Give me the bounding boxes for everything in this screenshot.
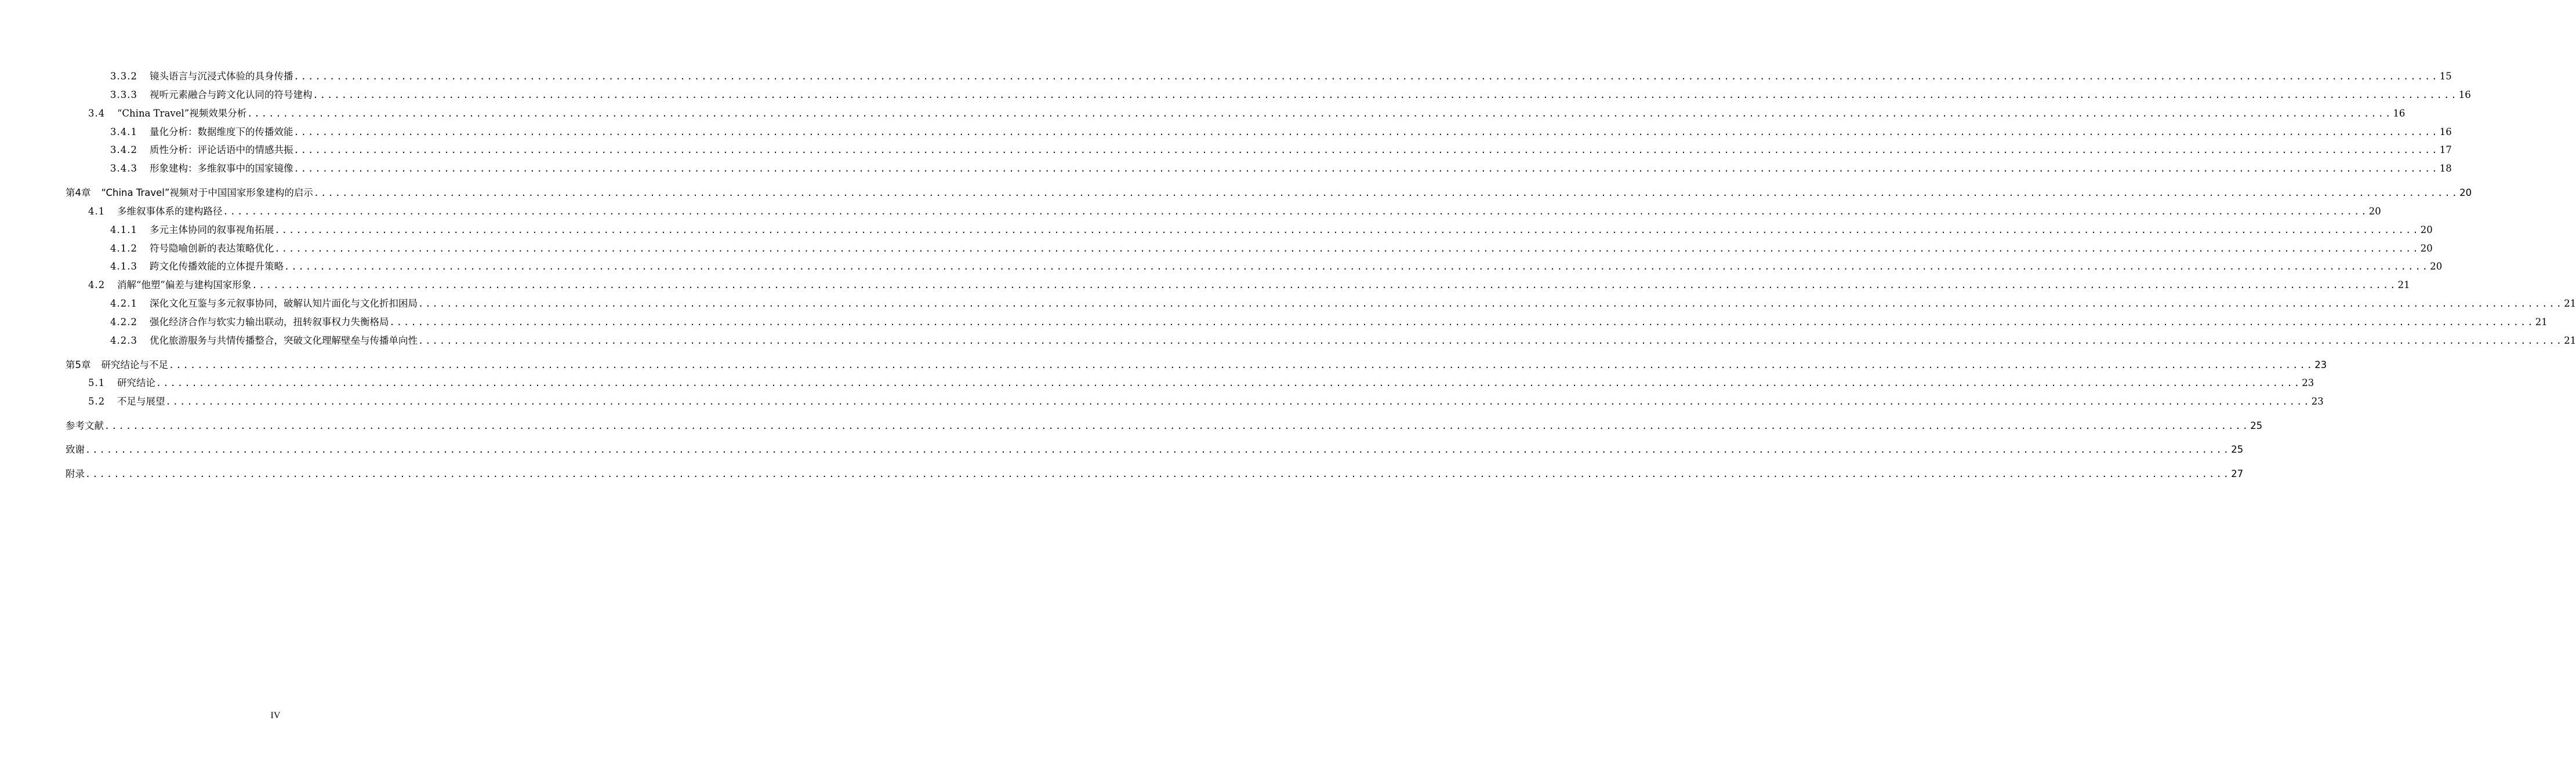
toc-entry[interactable] (66, 468, 2244, 480)
toc-entry-number: 4.1.1 (110, 224, 137, 235)
toc-leader-dots: ............................................................................................................................................................................................................................................................................................................ (418, 336, 2564, 346)
toc-entry[interactable] (110, 242, 2433, 255)
toc-entry-page: 27 (2231, 468, 2244, 479)
toc-entry-title: 跨文化传播效能的立体提升策略 (150, 261, 284, 272)
toc-entry[interactable] (88, 279, 2410, 292)
toc-leader-dots: ............................................................................................................................................................................................................................................................................................................ (293, 71, 2439, 82)
toc-entry-title: 多元主体协同的叙事视角拓展 (150, 224, 274, 235)
toc-entry-page: 23 (2302, 377, 2314, 388)
toc-entry-page: 17 (2439, 144, 2452, 155)
toc-entry-title: 研究结论与不足 (101, 359, 168, 370)
toc-leader-dots: ............................................................................................................................................................................................................................................................................................................ (247, 108, 2393, 119)
toc-leader-dots: ............................................................................................................................................................................................................................................................................................................ (85, 445, 2231, 455)
toc-entry-title: 强化经济合作与软实力输出联动，扭转叙事权力失衡格局 (150, 316, 389, 327)
toc-entry-page: 21 (2397, 279, 2410, 290)
toc-entry-title: 研究结论 (117, 377, 155, 388)
toc-entry-page: 20 (2420, 243, 2433, 254)
toc-entry-number: 5.2 (88, 396, 106, 407)
toc-leader-dots: ............................................................................................................................................................................................................................................................................................................ (418, 299, 2564, 309)
toc-entry[interactable] (88, 395, 2324, 408)
toc-leader-dots: ............................................................................................................................................................................................................................................................................................................ (252, 280, 2397, 290)
toc-entry-number: 5.1 (88, 377, 106, 388)
toc-leader-dots: ............................................................................................................................................................................................................................................................................................................ (85, 469, 2231, 479)
toc-entry-number: 4.2.2 (110, 316, 137, 327)
toc-entry-title: 不足与展望 (117, 396, 165, 407)
toc-entry-title: 致谢 (66, 444, 85, 455)
toc-leader-dots: ............................................................................................................................................................................................................................................................................................................ (293, 163, 2439, 174)
toc-entry-page: 23 (2311, 396, 2324, 407)
toc-entry-number: 3.4 (88, 108, 106, 119)
toc-leader-dots: ............................................................................................................................................................................................................................................................................................................ (274, 225, 2420, 235)
toc-entry[interactable] (66, 359, 2327, 372)
toc-entry[interactable] (110, 297, 2576, 310)
toc-leader-dots: ............................................................................................................................................................................................................................................................................................................ (313, 188, 2459, 198)
toc-entry-page: 16 (2439, 126, 2452, 137)
toc-entry-page: 20 (2368, 206, 2381, 217)
toc-entry[interactable] (110, 334, 2576, 347)
toc-entry-title: 参考文献 (66, 420, 104, 431)
toc-entry-number: 4.2 (88, 279, 106, 290)
toc-entry[interactable] (66, 187, 2472, 199)
toc-entry-page: 25 (2231, 444, 2244, 455)
toc-entry-page: 16 (2393, 108, 2406, 119)
toc-entry[interactable] (110, 224, 2433, 236)
toc-entry-page: 20 (2420, 224, 2433, 235)
toc-entry-number: 3.3.2 (110, 71, 137, 82)
toc-entry-page: 25 (2250, 420, 2263, 431)
toc-entry-page: 21 (2535, 316, 2548, 327)
toc-leader-dots: ............................................................................................................................................................................................................................................................................................................ (293, 145, 2439, 155)
toc-entry[interactable] (110, 162, 2452, 175)
toc-entry-page: 16 (2458, 89, 2471, 100)
toc-entry-title: 质性分析：评论话语中的情感共振 (150, 144, 293, 155)
toc-leader-dots: ............................................................................................................................................................................................................................................................................................................ (274, 243, 2420, 254)
toc-leader-dots: ............................................................................................................................................................................................................................................................................................................ (389, 317, 2535, 327)
toc-entry[interactable] (88, 205, 2381, 218)
toc-entry-title: 形象建构：多维叙事中的国家镜像 (150, 163, 293, 174)
toc-entry[interactable] (110, 316, 2548, 329)
toc-entry-page: 20 (2459, 187, 2472, 198)
toc-entry-title: “China Travel”视频效果分析 (117, 108, 247, 119)
toc-entry-number: 第4章 (66, 187, 91, 198)
toc-entry-number: 第5章 (66, 359, 91, 370)
toc-entry-title: “China Travel”视频对于中国国家形象建构的启示 (101, 187, 313, 198)
toc-leader-dots: ............................................................................................................................................................................................................................................................................................................ (293, 127, 2439, 137)
toc-entry[interactable] (110, 126, 2452, 139)
toc-entry-page: 21 (2564, 298, 2576, 309)
toc-entry[interactable] (88, 377, 2314, 390)
toc-leader-dots: ............................................................................................................................................................................................................................................................................................................ (313, 90, 2458, 100)
toc-entry-number: 3.3.3 (110, 89, 137, 100)
toc-entry-page: 21 (2564, 335, 2576, 346)
toc-entry-title: 附录 (66, 468, 85, 479)
toc-leader-dots: ............................................................................................................................................................................................................................................................................................................ (156, 378, 2302, 388)
toc-entry-number: 4.1.2 (110, 243, 137, 254)
toc-entry[interactable] (110, 144, 2452, 156)
toc-entry-number: 4.1 (88, 206, 106, 217)
toc-leader-dots: ............................................................................................................................................................................................................................................................................................................ (223, 206, 2368, 217)
toc-entry[interactable] (110, 89, 2471, 101)
toc-entry-page: 20 (2430, 261, 2443, 272)
toc-entry-page: 15 (2439, 71, 2452, 82)
toc-entry-title: 深化文化互鉴与多元叙事协同，破解认知片面化与文化折扣困局 (150, 298, 418, 309)
toc-entry-number: 3.4.2 (110, 144, 137, 155)
page-number: IV (270, 711, 281, 720)
toc-leader-dots: ............................................................................................................................................................................................................................................................................................................ (169, 360, 2314, 370)
toc-entry-number: 4.1.3 (110, 261, 137, 272)
toc-entry-number: 3.4.1 (110, 126, 137, 137)
toc-entry-title: 视听元素融合与跨文化认同的符号建构 (150, 89, 313, 100)
toc-entry-number: 4.2.3 (110, 335, 137, 346)
toc-entry-number: 4.2.1 (110, 298, 137, 309)
toc-leader-dots: ............................................................................................................................................................................................................................................................................................................ (165, 396, 2311, 407)
toc-entry-number: 3.4.3 (110, 163, 137, 174)
toc-entry-title: 量化分析：数据维度下的传播效能 (150, 126, 293, 137)
toc-entry[interactable] (66, 443, 2244, 456)
toc-entry[interactable] (110, 70, 2452, 83)
toc-entry[interactable] (66, 420, 2263, 432)
toc-entry-title: 符号隐喻创新的表达策略优化 (150, 243, 274, 254)
toc-entry-page: 18 (2439, 163, 2452, 174)
toc-entry-title: 消解“他塑”偏差与建构国家形象 (117, 279, 252, 290)
toc-leader-dots: ............................................................................................................................................................................................................................................................................................................ (104, 421, 2250, 431)
toc-entry[interactable] (88, 107, 2406, 120)
toc-entry-page: 23 (2314, 359, 2327, 370)
toc-entry[interactable] (110, 260, 2443, 273)
toc-leader-dots: ............................................................................................................................................................................................................................................................................................................ (284, 261, 2430, 272)
toc-entry-title: 优化旅游服务与共情传播整合，突破文化理解壁垒与传播单向性 (150, 335, 418, 346)
toc-entry-title: 多维叙事体系的建构路径 (117, 206, 223, 217)
toc-entry-title: 镜头语言与沉浸式体验的具身传播 (150, 71, 293, 82)
